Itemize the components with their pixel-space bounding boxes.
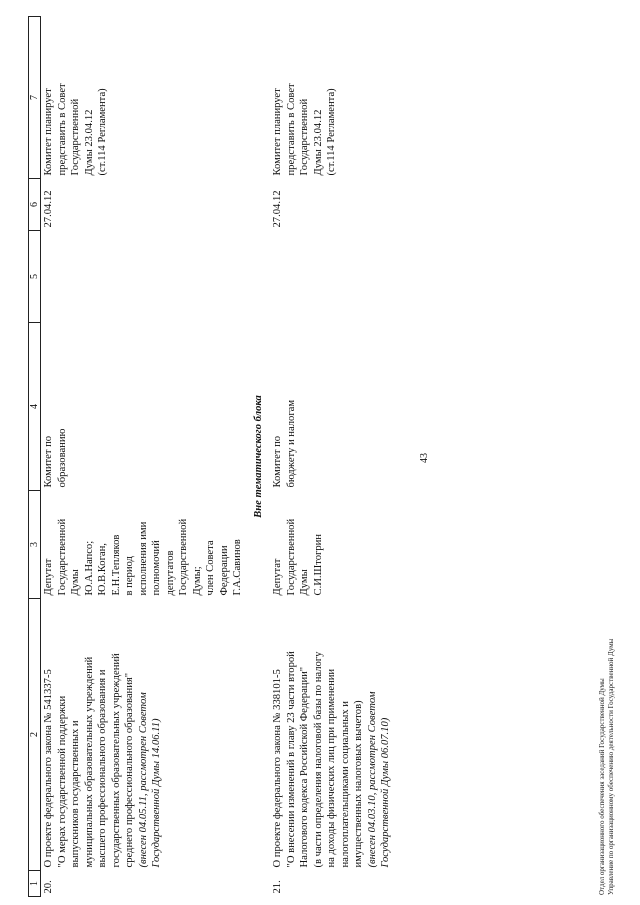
committee-line: бюджету и налогам	[285, 399, 297, 488]
bill-title-cell	[41, 599, 246, 871]
bill-title-line: О проекте федерального закона № 338101-5	[272, 669, 283, 868]
initiator-cell	[41, 491, 246, 599]
footer-line: Управление по организационному обеспечению деятельности Государственной Думы	[607, 638, 615, 895]
committee-cell	[41, 323, 246, 491]
status-cell	[41, 17, 246, 179]
initiator-line: Думы	[299, 569, 310, 596]
page-number: 43	[419, 453, 430, 463]
col-header-6: 6	[29, 179, 41, 231]
row-number: 20.	[43, 880, 54, 894]
bill-note-line: (внесен 04.03.10, рассмотрен Советом	[366, 691, 378, 868]
initiator-line: полномочий	[151, 540, 162, 596]
block-heading-row	[246, 17, 271, 897]
bills-table	[28, 16, 394, 897]
bill-title-line: на доходы физических лиц при применении	[326, 668, 337, 868]
bill-title-line: выпускников государственных и	[70, 720, 81, 868]
initiator-line: Депутат	[272, 558, 283, 596]
status-cell	[270, 17, 394, 179]
initiator-line: Думы	[70, 569, 81, 596]
date-cell: 27.04.12	[272, 190, 283, 228]
bill-title-line: высшего профессионального образования и	[97, 669, 108, 868]
bill-title-line: муниципальных образовательных учреждений	[83, 656, 95, 868]
bill-title-line: имущественных налоговых вычетов)	[353, 700, 364, 868]
bill-title-line: "О мерах государственной поддержки	[56, 695, 68, 868]
table-row	[41, 17, 246, 897]
initiator-cell	[270, 491, 394, 599]
col5-cell	[41, 231, 246, 323]
initiator-line: в период	[124, 556, 135, 596]
row-number: 21.	[272, 880, 283, 894]
bill-title-line: "О внесении изменений в главу 23 части второй	[285, 651, 297, 868]
col-header-4: 4	[29, 323, 41, 491]
col5-cell	[270, 231, 394, 323]
status-line: Комитет планирует	[272, 88, 283, 176]
footer-line: Отдел организационного обеспечения заседаний Государственной Думы	[598, 678, 606, 895]
bill-title-line: налогоплательщиками социальных и	[339, 701, 351, 868]
initiator-line: Ю.А.Напсо;	[83, 540, 95, 596]
date-cell: 27.04.12	[43, 190, 54, 228]
status-line: представить в Совет	[285, 83, 297, 176]
status-line: (ст.114 Регламента)	[326, 88, 337, 176]
col-header-3: 3	[29, 491, 41, 599]
initiator-line: Е.Н.Тепляков	[110, 534, 122, 596]
status-line: Думы 23.04.12	[83, 109, 95, 176]
committee-line: образованию	[56, 428, 68, 488]
column-number-row	[29, 17, 41, 897]
status-line: (ст.114 Регламента)	[97, 88, 108, 176]
page-footer	[598, 639, 616, 895]
bill-title-line: (в части определения налоговой базы по налогу	[312, 651, 324, 868]
initiator-line: Государственной	[178, 518, 189, 596]
initiator-line: Думы;	[191, 566, 203, 596]
initiator-line: Депутат	[43, 558, 54, 596]
status-line: представить в Совет	[56, 83, 68, 176]
status-line: Государственной	[70, 98, 81, 176]
committee-cell	[270, 323, 394, 491]
bill-note-line: Государственной Думы 06.07.10)	[380, 717, 391, 868]
initiator-line: С.И.Штогрин	[312, 534, 324, 596]
initiator-line: депутатов	[164, 550, 176, 596]
status-line: Комитет планирует	[43, 88, 54, 176]
initiator-line: Г.А.Савинов	[232, 539, 243, 596]
bill-title-cell	[270, 599, 394, 871]
col-header-1: 1	[29, 871, 41, 897]
col-header-2: 2	[29, 599, 41, 871]
status-line: Думы 23.04.12	[312, 109, 324, 176]
bill-note-line: Государственной Думы 14.06.11)	[151, 718, 162, 868]
bill-title-line: государственных образовательных учреждений	[110, 653, 122, 868]
block-heading: Вне тематического блока	[252, 395, 264, 518]
col-header-7: 7	[29, 17, 41, 179]
committee-line: Комитет по	[272, 435, 283, 488]
initiator-line: Федерации	[218, 545, 230, 596]
initiator-line: Государственной	[285, 518, 297, 596]
bill-title-line: Налогового кодекса Российской Федерации"	[299, 666, 310, 868]
col-header-5: 5	[29, 231, 41, 323]
initiator-line: исполнения ими	[137, 521, 149, 596]
initiator-line: Ю.В.Коган,	[97, 543, 108, 596]
committee-line: Комитет по	[43, 435, 54, 488]
table-row	[270, 17, 394, 897]
bill-title-line: О проекте федерального закона № 541337-5	[43, 669, 54, 868]
bill-title-line: среднего профессионального образования"	[124, 672, 135, 868]
status-line: Государственной	[299, 98, 310, 176]
initiator-line: член Совета	[205, 540, 216, 596]
bill-note-line: (внесен 04.05.11, рассмотрен Советом	[137, 692, 149, 868]
initiator-line: Государственной	[56, 518, 68, 596]
